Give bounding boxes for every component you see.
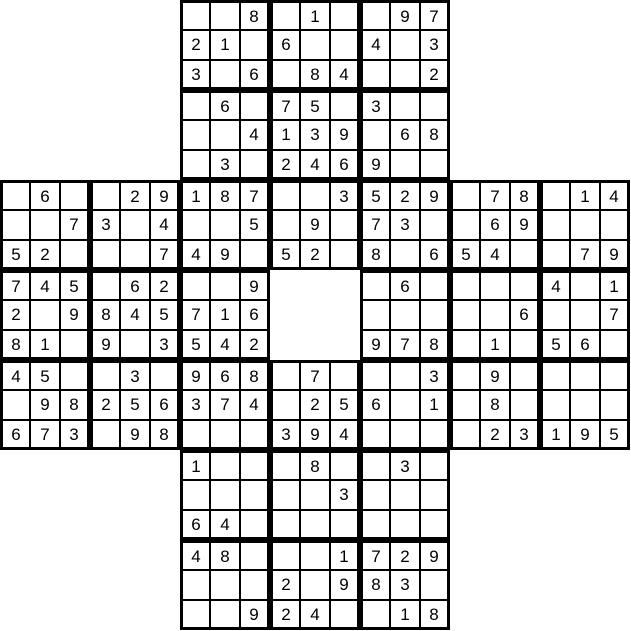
sudoku-cell-filled[interactable]: 6 bbox=[240, 300, 270, 330]
sudoku-cell-empty[interactable] bbox=[390, 300, 420, 330]
sudoku-cell-empty[interactable] bbox=[90, 360, 120, 390]
sudoku-cell-empty[interactable] bbox=[420, 150, 450, 180]
sudoku-cell-filled[interactable]: 3 bbox=[390, 210, 420, 240]
sudoku-cell-filled[interactable]: 7 bbox=[270, 90, 300, 120]
sudoku-cell-empty[interactable] bbox=[360, 360, 390, 390]
sudoku-cell-empty[interactable] bbox=[510, 360, 540, 390]
sudoku-cell-filled[interactable]: 1 bbox=[540, 420, 570, 450]
sudoku-cell-empty[interactable] bbox=[450, 420, 480, 450]
sudoku-cell-empty[interactable] bbox=[450, 360, 480, 390]
sudoku-cell-filled[interactable]: 9 bbox=[120, 420, 150, 450]
sudoku-cell-filled[interactable]: 8 bbox=[480, 390, 510, 420]
sudoku-cell-filled[interactable]: 9 bbox=[510, 210, 540, 240]
sudoku-cell-empty[interactable] bbox=[540, 360, 570, 390]
sudoku-cell-empty[interactable] bbox=[210, 210, 240, 240]
sudoku-cell-filled[interactable]: 9 bbox=[570, 420, 600, 450]
sudoku-cell-empty[interactable] bbox=[240, 450, 270, 480]
sudoku-cell-empty[interactable] bbox=[60, 360, 90, 390]
sudoku-cell-empty[interactable] bbox=[120, 330, 150, 360]
sudoku-cell-filled[interactable]: 1 bbox=[210, 300, 240, 330]
sudoku-cell-filled[interactable]: 2 bbox=[270, 600, 300, 630]
sudoku-cell-empty[interactable] bbox=[450, 210, 480, 240]
sudoku-cell-empty[interactable] bbox=[210, 120, 240, 150]
sudoku-cell-empty[interactable] bbox=[510, 330, 540, 360]
sudoku-cell-empty[interactable] bbox=[180, 570, 210, 600]
sudoku-cell-empty[interactable] bbox=[420, 480, 450, 510]
sudoku-cell-filled[interactable]: 9 bbox=[90, 330, 120, 360]
sudoku-cell-empty[interactable] bbox=[240, 570, 270, 600]
sudoku-cell-filled[interactable]: 9 bbox=[390, 0, 420, 30]
sudoku-cell-filled[interactable]: 8 bbox=[420, 330, 450, 360]
sudoku-cell-filled[interactable]: 7 bbox=[0, 270, 30, 300]
sudoku-cell-filled[interactable]: 2 bbox=[120, 180, 150, 210]
sudoku-cell-empty[interactable] bbox=[0, 390, 30, 420]
sudoku-cell-empty[interactable] bbox=[330, 360, 360, 390]
sudoku-cell-filled[interactable]: 4 bbox=[480, 240, 510, 270]
sudoku-cell-empty[interactable] bbox=[180, 270, 210, 300]
sudoku-cell-empty[interactable] bbox=[510, 240, 540, 270]
sudoku-cell-empty[interactable] bbox=[600, 390, 630, 420]
sudoku-cell-empty[interactable] bbox=[360, 300, 390, 330]
sudoku-cell-filled[interactable]: 7 bbox=[180, 300, 210, 330]
sudoku-cell-filled[interactable]: 8 bbox=[300, 450, 330, 480]
sudoku-cell-empty[interactable] bbox=[180, 120, 210, 150]
sudoku-cell-empty[interactable] bbox=[390, 390, 420, 420]
sudoku-cell-filled[interactable]: 1 bbox=[180, 180, 210, 210]
sudoku-cell-empty[interactable] bbox=[360, 450, 390, 480]
sudoku-cell-filled[interactable]: 6 bbox=[120, 270, 150, 300]
sudoku-cell-filled[interactable]: 3 bbox=[210, 150, 240, 180]
sudoku-cell-empty[interactable] bbox=[600, 330, 630, 360]
sudoku-cell-filled[interactable]: 2 bbox=[390, 540, 420, 570]
sudoku-cell-filled[interactable]: 3 bbox=[420, 30, 450, 60]
sudoku-cell-empty[interactable] bbox=[180, 420, 210, 450]
sudoku-cell-empty[interactable] bbox=[90, 420, 120, 450]
sudoku-cell-empty[interactable] bbox=[330, 90, 360, 120]
sudoku-cell-empty[interactable] bbox=[450, 300, 480, 330]
sudoku-cell-filled[interactable]: 9 bbox=[180, 360, 210, 390]
sudoku-cell-filled[interactable]: 9 bbox=[330, 120, 360, 150]
sudoku-cell-empty[interactable] bbox=[390, 510, 420, 540]
sudoku-cell-empty[interactable] bbox=[480, 300, 510, 330]
sudoku-cell-filled[interactable]: 5 bbox=[150, 300, 180, 330]
sudoku-cell-filled[interactable]: 2 bbox=[480, 420, 510, 450]
sudoku-cell-filled[interactable]: 2 bbox=[300, 240, 330, 270]
sudoku-cell-empty[interactable] bbox=[0, 210, 30, 240]
sudoku-cell-filled[interactable]: 9 bbox=[60, 300, 90, 330]
sudoku-cell-empty[interactable] bbox=[390, 360, 420, 390]
sudoku-cell-filled[interactable]: 9 bbox=[480, 360, 510, 390]
sudoku-cell-empty[interactable] bbox=[570, 210, 600, 240]
sudoku-cell-filled[interactable]: 3 bbox=[120, 360, 150, 390]
sudoku-cell-filled[interactable]: 1 bbox=[330, 540, 360, 570]
sudoku-cell-filled[interactable]: 8 bbox=[60, 390, 90, 420]
sudoku-cell-filled[interactable]: 7 bbox=[60, 210, 90, 240]
sudoku-cell-filled[interactable]: 6 bbox=[330, 150, 360, 180]
sudoku-cell-filled[interactable]: 8 bbox=[90, 300, 120, 330]
sudoku-cell-filled[interactable]: 3 bbox=[360, 90, 390, 120]
sudoku-cell-filled[interactable]: 7 bbox=[360, 540, 390, 570]
sudoku-cell-empty[interactable] bbox=[450, 180, 480, 210]
sudoku-cell-filled[interactable]: 6 bbox=[270, 30, 300, 60]
sudoku-cell-filled[interactable]: 5 bbox=[600, 420, 630, 450]
sudoku-cell-filled[interactable]: 3 bbox=[330, 180, 360, 210]
sudoku-cell-filled[interactable]: 9 bbox=[420, 180, 450, 210]
sudoku-cell-empty[interactable] bbox=[360, 120, 390, 150]
sudoku-cell-empty[interactable] bbox=[240, 30, 270, 60]
sudoku-cell-filled[interactable]: 5 bbox=[30, 360, 60, 390]
sudoku-cell-empty[interactable] bbox=[390, 420, 420, 450]
sudoku-cell-empty[interactable] bbox=[540, 240, 570, 270]
sudoku-cell-filled[interactable]: 2 bbox=[30, 240, 60, 270]
sudoku-cell-filled[interactable]: 8 bbox=[420, 120, 450, 150]
sudoku-cell-empty[interactable] bbox=[180, 150, 210, 180]
sudoku-cell-empty[interactable] bbox=[270, 0, 300, 30]
sudoku-cell-filled[interactable]: 3 bbox=[420, 360, 450, 390]
sudoku-cell-empty[interactable] bbox=[240, 150, 270, 180]
sudoku-cell-filled[interactable]: 9 bbox=[30, 390, 60, 420]
sudoku-cell-filled[interactable]: 9 bbox=[360, 150, 390, 180]
sudoku-cell-filled[interactable]: 9 bbox=[300, 210, 330, 240]
sudoku-cell-filled[interactable]: 5 bbox=[60, 270, 90, 300]
sudoku-cell-empty[interactable] bbox=[270, 360, 300, 390]
sudoku-cell-empty[interactable] bbox=[270, 60, 300, 90]
sudoku-cell-filled[interactable]: 7 bbox=[390, 330, 420, 360]
sudoku-cell-filled[interactable]: 7 bbox=[570, 240, 600, 270]
sudoku-cell-empty[interactable] bbox=[180, 0, 210, 30]
sudoku-cell-empty[interactable] bbox=[240, 510, 270, 540]
sudoku-cell-filled[interactable]: 5 bbox=[540, 330, 570, 360]
sudoku-cell-filled[interactable]: 5 bbox=[270, 240, 300, 270]
sudoku-cell-filled[interactable]: 7 bbox=[300, 360, 330, 390]
sudoku-cell-empty[interactable] bbox=[270, 210, 300, 240]
sudoku-cell-empty[interactable] bbox=[30, 300, 60, 330]
sudoku-cell-filled[interactable]: 6 bbox=[150, 390, 180, 420]
sudoku-cell-filled[interactable]: 2 bbox=[390, 180, 420, 210]
sudoku-cell-filled[interactable]: 8 bbox=[240, 0, 270, 30]
sudoku-cell-filled[interactable]: 4 bbox=[210, 510, 240, 540]
sudoku-cell-empty[interactable] bbox=[300, 180, 330, 210]
sudoku-cell-filled[interactable]: 3 bbox=[300, 120, 330, 150]
sudoku-cell-empty[interactable] bbox=[270, 390, 300, 420]
sudoku-cell-empty[interactable] bbox=[210, 0, 240, 30]
sudoku-cell-empty[interactable] bbox=[0, 180, 30, 210]
sudoku-cell-filled[interactable]: 4 bbox=[600, 180, 630, 210]
sudoku-cell-filled[interactable]: 1 bbox=[270, 120, 300, 150]
sudoku-cell-empty[interactable] bbox=[360, 270, 390, 300]
sudoku-cell-empty[interactable] bbox=[120, 210, 150, 240]
sudoku-cell-filled[interactable]: 9 bbox=[300, 420, 330, 450]
sudoku-cell-filled[interactable]: 4 bbox=[540, 270, 570, 300]
sudoku-cell-filled[interactable]: 1 bbox=[390, 600, 420, 630]
sudoku-cell-filled[interactable]: 6 bbox=[390, 120, 420, 150]
sudoku-cell-empty[interactable] bbox=[180, 480, 210, 510]
sudoku-cell-empty[interactable] bbox=[360, 60, 390, 90]
sudoku-cell-empty[interactable] bbox=[210, 270, 240, 300]
sudoku-cell-empty[interactable] bbox=[60, 180, 90, 210]
sudoku-cell-filled[interactable]: 3 bbox=[390, 570, 420, 600]
sudoku-cell-filled[interactable]: 7 bbox=[600, 300, 630, 330]
sudoku-cell-filled[interactable]: 3 bbox=[330, 480, 360, 510]
sudoku-cell-filled[interactable]: 7 bbox=[240, 180, 270, 210]
sudoku-cell-filled[interactable]: 3 bbox=[270, 420, 300, 450]
sudoku-cell-filled[interactable]: 4 bbox=[180, 240, 210, 270]
sudoku-cell-empty[interactable] bbox=[330, 450, 360, 480]
sudoku-cell-filled[interactable]: 6 bbox=[570, 330, 600, 360]
sudoku-cell-filled[interactable]: 5 bbox=[330, 390, 360, 420]
sudoku-cell-filled[interactable]: 1 bbox=[570, 180, 600, 210]
sudoku-cell-empty[interactable] bbox=[210, 600, 240, 630]
sudoku-cell-empty[interactable] bbox=[600, 360, 630, 390]
sudoku-cell-filled[interactable]: 9 bbox=[420, 540, 450, 570]
sudoku-cell-empty[interactable] bbox=[360, 480, 390, 510]
sudoku-cell-filled[interactable]: 5 bbox=[300, 90, 330, 120]
sudoku-cell-empty[interactable] bbox=[330, 210, 360, 240]
sudoku-cell-empty[interactable] bbox=[390, 30, 420, 60]
sudoku-cell-filled[interactable]: 3 bbox=[390, 450, 420, 480]
sudoku-cell-empty[interactable] bbox=[420, 300, 450, 330]
sudoku-cell-filled[interactable]: 6 bbox=[390, 270, 420, 300]
sudoku-cell-empty[interactable] bbox=[270, 510, 300, 540]
sudoku-cell-empty[interactable] bbox=[150, 360, 180, 390]
sudoku-cell-filled[interactable]: 6 bbox=[180, 510, 210, 540]
sudoku-cell-empty[interactable] bbox=[540, 180, 570, 210]
sudoku-cell-empty[interactable] bbox=[60, 240, 90, 270]
sudoku-cell-empty[interactable] bbox=[390, 480, 420, 510]
sudoku-cell-empty[interactable] bbox=[390, 90, 420, 120]
sudoku-cell-empty[interactable] bbox=[240, 480, 270, 510]
sudoku-cell-filled[interactable]: 4 bbox=[330, 420, 360, 450]
sudoku-cell-empty[interactable] bbox=[420, 90, 450, 120]
sudoku-cell-empty[interactable] bbox=[360, 420, 390, 450]
sudoku-cell-filled[interactable]: 7 bbox=[420, 0, 450, 30]
sudoku-cell-filled[interactable]: 8 bbox=[210, 540, 240, 570]
sudoku-cell-empty[interactable] bbox=[450, 330, 480, 360]
sudoku-cell-filled[interactable]: 9 bbox=[210, 240, 240, 270]
sudoku-cell-empty[interactable] bbox=[390, 240, 420, 270]
sudoku-cell-empty[interactable] bbox=[330, 240, 360, 270]
sudoku-cell-empty[interactable] bbox=[540, 300, 570, 330]
sudoku-cell-filled[interactable]: 5 bbox=[120, 390, 150, 420]
sudoku-cell-empty[interactable] bbox=[600, 210, 630, 240]
sudoku-cell-empty[interactable] bbox=[420, 270, 450, 300]
sudoku-cell-filled[interactable]: 1 bbox=[480, 330, 510, 360]
sudoku-cell-filled[interactable]: 1 bbox=[300, 0, 330, 30]
sudoku-cell-empty[interactable] bbox=[420, 570, 450, 600]
sudoku-cell-empty[interactable] bbox=[450, 390, 480, 420]
sudoku-cell-filled[interactable]: 7 bbox=[210, 390, 240, 420]
sudoku-cell-filled[interactable]: 4 bbox=[210, 330, 240, 360]
sudoku-cell-filled[interactable]: 6 bbox=[420, 240, 450, 270]
sudoku-cell-empty[interactable] bbox=[240, 420, 270, 450]
sudoku-cell-filled[interactable]: 2 bbox=[240, 330, 270, 360]
sudoku-cell-filled[interactable]: 6 bbox=[360, 390, 390, 420]
sudoku-cell-filled[interactable]: 4 bbox=[150, 210, 180, 240]
sudoku-cell-empty[interactable] bbox=[450, 270, 480, 300]
sudoku-cell-filled[interactable]: 8 bbox=[360, 570, 390, 600]
sudoku-cell-empty[interactable] bbox=[180, 90, 210, 120]
sudoku-cell-empty[interactable] bbox=[510, 390, 540, 420]
sudoku-cell-filled[interactable]: 8 bbox=[360, 240, 390, 270]
sudoku-cell-filled[interactable]: 3 bbox=[510, 420, 540, 450]
sudoku-cell-empty[interactable] bbox=[270, 450, 300, 480]
sudoku-cell-empty[interactable] bbox=[360, 510, 390, 540]
sudoku-cell-filled[interactable]: 7 bbox=[360, 210, 390, 240]
sudoku-cell-filled[interactable]: 8 bbox=[420, 600, 450, 630]
sudoku-cell-filled[interactable]: 9 bbox=[240, 270, 270, 300]
sudoku-cell-empty[interactable] bbox=[390, 150, 420, 180]
sudoku-cell-filled[interactable]: 2 bbox=[270, 570, 300, 600]
sudoku-cell-empty[interactable] bbox=[210, 450, 240, 480]
sudoku-cell-filled[interactable]: 1 bbox=[210, 30, 240, 60]
sudoku-cell-filled[interactable]: 3 bbox=[180, 60, 210, 90]
sudoku-cell-filled[interactable]: 8 bbox=[0, 330, 30, 360]
sudoku-cell-filled[interactable]: 5 bbox=[360, 180, 390, 210]
sudoku-cell-empty[interactable] bbox=[330, 600, 360, 630]
sudoku-cell-filled[interactable]: 8 bbox=[240, 360, 270, 390]
sudoku-cell-empty[interactable] bbox=[270, 180, 300, 210]
sudoku-cell-filled[interactable]: 3 bbox=[150, 330, 180, 360]
sudoku-cell-empty[interactable] bbox=[480, 270, 510, 300]
sudoku-cell-empty[interactable] bbox=[300, 570, 330, 600]
sudoku-cell-filled[interactable]: 1 bbox=[180, 450, 210, 480]
sudoku-cell-empty[interactable] bbox=[300, 480, 330, 510]
sudoku-cell-empty[interactable] bbox=[420, 420, 450, 450]
sudoku-cell-filled[interactable]: 8 bbox=[510, 180, 540, 210]
sudoku-cell-empty[interactable] bbox=[240, 540, 270, 570]
sudoku-cell-filled[interactable]: 8 bbox=[210, 180, 240, 210]
sudoku-cell-empty[interactable] bbox=[240, 90, 270, 120]
sudoku-cell-empty[interactable] bbox=[90, 270, 120, 300]
sudoku-cell-filled[interactable]: 1 bbox=[600, 270, 630, 300]
sudoku-cell-filled[interactable]: 5 bbox=[0, 240, 30, 270]
sudoku-cell-empty[interactable] bbox=[60, 330, 90, 360]
sudoku-cell-empty[interactable] bbox=[210, 480, 240, 510]
sudoku-cell-filled[interactable]: 6 bbox=[510, 300, 540, 330]
sudoku-cell-filled[interactable]: 2 bbox=[300, 390, 330, 420]
sudoku-cell-filled[interactable]: 5 bbox=[450, 240, 480, 270]
sudoku-cell-empty[interactable] bbox=[570, 390, 600, 420]
sudoku-cell-empty[interactable] bbox=[210, 60, 240, 90]
sudoku-cell-filled[interactable]: 5 bbox=[240, 210, 270, 240]
sudoku-cell-filled[interactable]: 2 bbox=[180, 30, 210, 60]
sudoku-cell-filled[interactable]: 5 bbox=[180, 330, 210, 360]
sudoku-cell-filled[interactable]: 6 bbox=[240, 60, 270, 90]
sudoku-cell-empty[interactable] bbox=[360, 600, 390, 630]
sudoku-cell-filled[interactable]: 4 bbox=[240, 120, 270, 150]
sudoku-cell-filled[interactable]: 7 bbox=[150, 240, 180, 270]
sudoku-cell-empty[interactable] bbox=[210, 420, 240, 450]
sudoku-cell-filled[interactable]: 2 bbox=[150, 270, 180, 300]
sudoku-cell-empty[interactable] bbox=[330, 510, 360, 540]
sudoku-cell-filled[interactable]: 4 bbox=[240, 390, 270, 420]
sudoku-cell-filled[interactable]: 2 bbox=[420, 60, 450, 90]
sudoku-cell-filled[interactable]: 6 bbox=[480, 210, 510, 240]
sudoku-cell-filled[interactable]: 6 bbox=[30, 180, 60, 210]
sudoku-cell-filled[interactable]: 6 bbox=[0, 420, 30, 450]
sudoku-cell-filled[interactable]: 6 bbox=[210, 90, 240, 120]
sudoku-cell-empty[interactable] bbox=[540, 390, 570, 420]
sudoku-cell-empty[interactable] bbox=[540, 210, 570, 240]
sudoku-cell-filled[interactable]: 4 bbox=[0, 360, 30, 390]
sudoku-cell-empty[interactable] bbox=[180, 600, 210, 630]
sudoku-cell-filled[interactable]: 2 bbox=[270, 150, 300, 180]
sudoku-cell-empty[interactable] bbox=[570, 300, 600, 330]
sudoku-cell-empty[interactable] bbox=[420, 450, 450, 480]
sudoku-cell-filled[interactable]: 1 bbox=[30, 330, 60, 360]
sudoku-cell-empty[interactable] bbox=[570, 360, 600, 390]
sudoku-cell-empty[interactable] bbox=[270, 540, 300, 570]
sudoku-cell-empty[interactable] bbox=[300, 540, 330, 570]
sudoku-cell-filled[interactable]: 4 bbox=[330, 60, 360, 90]
sudoku-cell-filled[interactable]: 4 bbox=[360, 30, 390, 60]
sudoku-cell-filled[interactable]: 1 bbox=[420, 390, 450, 420]
sudoku-cell-empty[interactable] bbox=[180, 210, 210, 240]
sudoku-cell-filled[interactable]: 8 bbox=[150, 420, 180, 450]
sudoku-cell-empty[interactable] bbox=[90, 180, 120, 210]
sudoku-cell-filled[interactable]: 2 bbox=[90, 390, 120, 420]
sudoku-cell-empty[interactable] bbox=[330, 30, 360, 60]
sudoku-cell-empty[interactable] bbox=[300, 30, 330, 60]
sudoku-cell-filled[interactable]: 4 bbox=[300, 150, 330, 180]
sudoku-cell-filled[interactable]: 7 bbox=[480, 180, 510, 210]
sudoku-cell-empty[interactable] bbox=[330, 0, 360, 30]
sudoku-cell-empty[interactable] bbox=[270, 480, 300, 510]
sudoku-cell-filled[interactable]: 3 bbox=[60, 420, 90, 450]
sudoku-cell-filled[interactable]: 3 bbox=[180, 390, 210, 420]
sudoku-cell-filled[interactable]: 4 bbox=[180, 540, 210, 570]
sudoku-cell-empty[interactable] bbox=[30, 210, 60, 240]
sudoku-cell-empty[interactable] bbox=[360, 0, 390, 30]
sudoku-cell-filled[interactable]: 4 bbox=[120, 300, 150, 330]
sudoku-cell-empty[interactable] bbox=[420, 210, 450, 240]
sudoku-cell-filled[interactable]: 4 bbox=[300, 600, 330, 630]
sudoku-cell-filled[interactable]: 9 bbox=[360, 330, 390, 360]
sudoku-cell-filled[interactable]: 6 bbox=[210, 360, 240, 390]
sudoku-cell-filled[interactable]: 9 bbox=[330, 570, 360, 600]
sudoku-cell-empty[interactable] bbox=[120, 240, 150, 270]
sudoku-cell-filled[interactable]: 2 bbox=[0, 300, 30, 330]
sudoku-cell-empty[interactable] bbox=[90, 240, 120, 270]
sudoku-cell-empty[interactable] bbox=[420, 510, 450, 540]
sudoku-cell-filled[interactable]: 8 bbox=[300, 60, 330, 90]
sudoku-cell-filled[interactable]: 3 bbox=[90, 210, 120, 240]
sudoku-cell-filled[interactable]: 9 bbox=[240, 600, 270, 630]
sudoku-cell-empty[interactable] bbox=[210, 570, 240, 600]
sudoku-cell-filled[interactable]: 7 bbox=[30, 420, 60, 450]
sudoku-cell-empty[interactable] bbox=[240, 240, 270, 270]
sudoku-cell-filled[interactable]: 9 bbox=[150, 180, 180, 210]
sudoku-cell-empty[interactable] bbox=[390, 60, 420, 90]
sudoku-cell-filled[interactable]: 4 bbox=[30, 270, 60, 300]
sudoku-cell-empty[interactable] bbox=[510, 270, 540, 300]
sudoku-cell-empty[interactable] bbox=[570, 270, 600, 300]
sudoku-cell-filled[interactable]: 9 bbox=[600, 240, 630, 270]
sudoku-cell-empty[interactable] bbox=[300, 510, 330, 540]
